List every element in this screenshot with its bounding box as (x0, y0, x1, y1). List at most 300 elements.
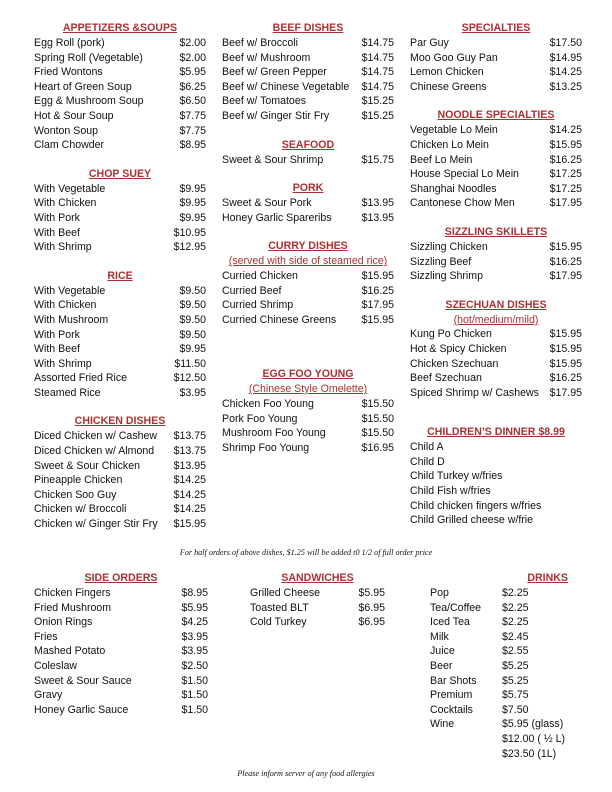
menu-item-price: $2.50 (181, 659, 208, 672)
menu-item (222, 80, 394, 95)
menu-item-price: $15.95 (173, 518, 206, 531)
menu-item (410, 123, 582, 138)
menu-item (430, 703, 588, 718)
menu-item-name: Premium (430, 689, 473, 702)
menu-item-name: Child Turkey w/fries (410, 470, 503, 483)
menu-item (410, 440, 582, 455)
menu-item (34, 124, 206, 139)
childrens-dinner-section (410, 425, 582, 528)
menu-item-price: $17.25 (549, 168, 582, 181)
menu-item-price: $9.95 (179, 197, 206, 210)
section-title: EGG FOO YOUNG (262, 368, 354, 381)
menu-item-name: Honey Garlic Sauce (34, 703, 129, 716)
menu-item (410, 240, 582, 255)
menu-item-price: $3.95 (179, 386, 206, 399)
menu-item (430, 615, 588, 630)
menu-item-name: Curried Chicken (222, 269, 298, 282)
menu-item (250, 586, 385, 601)
menu-item (34, 517, 206, 532)
section-title: PORK (292, 182, 324, 195)
menu-item-price: $15.95 (361, 313, 394, 326)
menu-item-name: Toasted BLT (250, 601, 309, 614)
section-title: SANDWICHES (281, 572, 354, 584)
menu-item (430, 674, 588, 689)
menu-item-name: Beef w/ Chinese Vegetable (222, 80, 350, 93)
menu-item-price: $13.25 (549, 80, 582, 93)
menu-item-name: Chicken Soo Guy (34, 488, 117, 501)
menu-item-name: With Pork (34, 328, 80, 341)
menu-item-name: Sweet & Sour Shrimp (222, 153, 324, 166)
menu-item-name: Sizzling Shrimp (410, 270, 484, 283)
menu-item (222, 51, 394, 66)
menu-item (250, 615, 385, 630)
menu-item-price: $8.95 (179, 139, 206, 152)
menu-item (34, 615, 208, 630)
menu-item-name: Hot & Spicy Chicken (410, 342, 507, 355)
menu-item-name: Grilled Cheese (250, 587, 321, 599)
menu-item-price: $15.95 (549, 357, 582, 370)
menu-item-name: Curried Chinese Greens (222, 313, 337, 326)
menu-item (410, 469, 582, 484)
menu-item-name: Cocktails (430, 703, 473, 716)
menu-item-price: $15.95 (361, 269, 394, 282)
menu-item-name: Mushroom Foo Young (222, 427, 326, 440)
menu-item-name: Beef Szechuan (410, 372, 482, 385)
menu-item-price: $2.55 (502, 645, 529, 658)
menu-item-price: $7.75 (179, 109, 206, 122)
menu-item-name: Diced Chicken w/ Almond (34, 445, 155, 458)
menu-item-price: $15.50 (361, 412, 394, 425)
menu-item (430, 659, 588, 674)
menu-item (410, 269, 582, 284)
menu-item-name: Chicken Fingers (34, 587, 111, 599)
menu-item-name: Child A (410, 441, 444, 454)
menu-item-name: Beef w/ Ginger Stir Fry (222, 109, 330, 122)
menu-item-name: Bar Shots (430, 674, 477, 687)
appetizers-section (34, 21, 206, 153)
section-title: SIZZLING SKILLETS (444, 225, 548, 238)
menu-item (34, 444, 206, 459)
menu-item-name: Milk (430, 630, 449, 643)
menu-item (34, 473, 206, 488)
menu-item (34, 211, 206, 226)
section-title: SEAFOOD (281, 138, 335, 151)
menu-item-price: $14.25 (173, 503, 206, 516)
menu-item (34, 429, 206, 444)
menu-item (430, 747, 588, 762)
menu-item (34, 586, 208, 601)
menu-item-price: $15.95 (549, 240, 582, 253)
menu-item-name: Child chicken fingers w/fries (410, 499, 542, 512)
menu-item-price: $8.95 (181, 587, 208, 599)
menu-item-name: Cantonese Chow Men (410, 197, 515, 210)
rice-section (34, 269, 206, 401)
menu-item-name: Honey Garlic Spareribs (222, 211, 332, 224)
menu-item-price: $2.25 (502, 587, 529, 599)
menu-item (222, 441, 394, 456)
section-subtitle: (hot/medium/mild) (453, 313, 539, 326)
menu-item-name: Moo Goo Guy Pan (410, 51, 498, 64)
curry-dishes-section (222, 239, 394, 327)
menu-item (410, 255, 582, 270)
menu-item-price: $16.25 (549, 153, 582, 166)
menu-item-price: $17.95 (549, 386, 582, 399)
menu-item-name: With Vegetable (34, 182, 106, 195)
menu-item-name: With Vegetable (34, 284, 106, 297)
menu-item-name: Chicken Foo Young (222, 397, 314, 410)
menu-item-price: $9.95 (179, 211, 206, 224)
sandwiches-column (250, 571, 385, 630)
seafood-section (222, 138, 394, 168)
menu-item-price: $6.95 (358, 616, 385, 629)
menu-item (410, 138, 582, 153)
menu-item-name: Iced Tea (430, 616, 470, 629)
menu-item-price: $9.50 (179, 313, 206, 326)
menu-item-price: $14.25 (173, 474, 206, 487)
menu-item-name: Beer (430, 659, 453, 672)
menu-item-price: $17.95 (549, 197, 582, 210)
menu-item-name: Curried Shrimp (222, 299, 294, 312)
menu-item-price: $9.95 (179, 182, 206, 195)
menu-item (222, 269, 394, 284)
menu-item-name: With Chicken (34, 197, 97, 210)
menu-item-name: Lemon Chicken (410, 66, 484, 79)
menu-item (410, 167, 582, 182)
menu-item (34, 196, 206, 211)
menu-item (34, 601, 208, 616)
menu-item (222, 109, 394, 124)
menu-item (410, 65, 582, 80)
side-orders-column (34, 571, 208, 717)
menu-item-price: $6.50 (179, 95, 206, 108)
chop-suey-section (34, 167, 206, 255)
menu-item-price: $15.95 (549, 342, 582, 355)
menu-item-price: $17.95 (549, 270, 582, 283)
menu-item-price: $5.75 (502, 689, 529, 702)
menu-item-price: $13.95 (361, 197, 394, 210)
menu-item-name: Beef w/ Mushroom (222, 51, 311, 64)
menu-item-name: With Beef (34, 343, 80, 356)
menu-item (34, 688, 208, 703)
menu-item-name: Chinese Greens (410, 80, 487, 93)
menu-item (410, 513, 582, 528)
menu-item-price: $3.95 (181, 645, 208, 658)
menu-item (410, 36, 582, 51)
menu-item-name: House Special Lo Mein (410, 168, 519, 181)
menu-item-price: $15.95 (549, 328, 582, 341)
menu-item (410, 455, 582, 470)
section-subtitle: (served with side of steamed rice) (228, 255, 388, 268)
menu-column-left (34, 21, 206, 532)
menu-item-name: Clam Chowder (34, 139, 105, 152)
menu-item-name: Beef w/ Broccoli (222, 37, 298, 49)
menu-item (430, 732, 588, 747)
menu-item (34, 488, 206, 503)
menu-item-name: Wine (430, 718, 455, 731)
sandwiches-section (250, 571, 385, 630)
menu-item (34, 138, 206, 153)
menu-item-price: $15.50 (361, 397, 394, 410)
sizzling-skillets-section (410, 225, 582, 284)
menu-item-price: $13.95 (173, 459, 206, 472)
menu-item-name: Fries (34, 630, 58, 643)
section-title: SIDE ORDERS (84, 572, 158, 584)
menu-item-price: $2.25 (502, 601, 529, 614)
menu-item-name: Chicken Lo Mein (410, 138, 489, 151)
menu-item-name: Par Guy (410, 37, 449, 49)
menu-item (430, 688, 588, 703)
menu-item-name: Egg & Mushroom Soup (34, 95, 144, 108)
menu-item-name: With Beef (34, 226, 80, 239)
menu-item-price: $13.75 (173, 445, 206, 458)
menu-item (222, 412, 394, 427)
menu-item (34, 109, 206, 124)
menu-item-name: Vegetable Lo Mein (410, 124, 498, 137)
menu-item (222, 397, 394, 412)
menu-item-price: $2.45 (502, 630, 529, 643)
menu-item-name: With Pork (34, 211, 80, 224)
menu-item (34, 459, 206, 474)
menu-item (34, 502, 206, 517)
menu-item (34, 328, 206, 343)
menu-item-name: Pineapple Chicken (34, 474, 123, 487)
menu-item-name: Spiced Shrimp w/ Cashews (410, 386, 539, 399)
menu-item-price: $14.75 (361, 51, 394, 64)
menu-item-name: Pork Foo Young (222, 412, 298, 425)
menu-item-name: Egg Roll (pork) (34, 37, 105, 49)
menu-item-name: Chicken w/ Ginger Stir Fry (34, 518, 158, 531)
menu-item (34, 36, 206, 51)
menu-item-name: Chicken w/ Broccoli (34, 503, 127, 516)
menu-item-name: Steamed Rice (34, 386, 101, 399)
menu-item (34, 182, 206, 197)
menu-item-name: Child D (410, 455, 445, 468)
menu-item-price: $17.95 (361, 299, 394, 312)
menu-item (430, 601, 588, 616)
menu-item (34, 298, 206, 313)
menu-item-price: $7.75 (179, 124, 206, 137)
menu-item-name: Fried Mushroom (34, 601, 112, 614)
section-title: SZECHUAN DISHES (445, 298, 547, 311)
menu-item (430, 717, 588, 732)
menu-item-name: Juice (430, 645, 455, 658)
menu-item-name: Chicken Szechuan (410, 357, 499, 370)
menu-item (34, 240, 206, 255)
allergy-note: Please inform server of any food allergies (237, 769, 375, 778)
menu-item-price: $23.50 (1L) (502, 747, 557, 760)
section-title: CHILDREN’S DINNER $8.99 (427, 426, 565, 439)
menu-item-price: $14.25 (549, 66, 582, 79)
menu-item (410, 196, 582, 211)
menu-item (34, 284, 206, 299)
menu-item-name: Sizzling Chicken (410, 240, 488, 253)
menu-item-name: Child Fish w/fries (410, 485, 491, 498)
menu-item-price: $16.95 (361, 441, 394, 454)
egg-foo-young-section (222, 367, 394, 455)
menu-item-price: $15.95 (549, 138, 582, 151)
menu-item-name: Diced Chicken w/ Cashew (34, 430, 158, 443)
menu-item (34, 386, 206, 401)
menu-item (34, 703, 208, 718)
half-order-note: For half orders of above dishes, $1.25 will be added t0 1/2 of full order price (179, 548, 433, 557)
menu-item-name: Shrimp Foo Young (222, 441, 310, 454)
menu-item-price: $14.75 (361, 66, 394, 79)
szechuan-dishes-section (410, 298, 582, 401)
menu-item-price: $5.25 (502, 659, 529, 672)
menu-item-name: Assorted Fried Rice (34, 372, 128, 385)
menu-item (34, 65, 206, 80)
menu-item-name: Sweet & Sour Sauce (34, 674, 132, 687)
section-title: CHOP SUEY (88, 167, 152, 180)
menu-item-name: With Shrimp (34, 357, 92, 370)
side-orders-section (34, 571, 208, 717)
menu-item (430, 586, 588, 601)
menu-item-name: Wonton Soup (34, 124, 99, 137)
menu-item-price: $11.50 (174, 357, 206, 370)
menu-item-price: $2.25 (502, 616, 529, 629)
menu-item-name: Spring Roll (Vegetable) (34, 51, 143, 64)
menu-item (34, 644, 208, 659)
menu-item (34, 313, 206, 328)
menu-item (410, 327, 582, 342)
menu-item-name: Beef w/ Tomatoes (222, 95, 307, 108)
menu-item-price: $9.50 (179, 284, 206, 297)
menu-item-name: Coleslaw (34, 659, 77, 672)
menu-item-price: $5.95 (179, 66, 206, 79)
menu-item-price: $7.50 (502, 703, 529, 716)
menu-item-name: Sizzling Beef (410, 255, 472, 268)
menu-column-right (410, 21, 582, 528)
menu-item (410, 484, 582, 499)
menu-item-price: $9.50 (179, 328, 206, 341)
menu-item-price: $14.25 (549, 124, 582, 137)
menu-item (410, 342, 582, 357)
menu-item (222, 36, 394, 51)
menu-item (410, 80, 582, 95)
menu-item-price: $15.25 (361, 109, 394, 122)
menu-item (34, 94, 206, 109)
menu-item-price: $14.75 (361, 80, 394, 93)
menu-item-name: Cold Turkey (250, 616, 307, 629)
menu-item-name: Tea/Coffee (430, 601, 482, 614)
menu-item (430, 644, 588, 659)
menu-item-price: $12.95 (173, 241, 206, 254)
menu-item-price: $13.75 (173, 430, 206, 443)
menu-item-name: Gravy (34, 689, 63, 702)
menu-item-name: With Mushroom (34, 313, 109, 326)
menu-item-price: $3.95 (181, 630, 208, 643)
menu-item (222, 196, 394, 211)
menu-item-price: $15.25 (361, 95, 394, 108)
menu-item-name: Fried Wontons (34, 66, 103, 79)
section-title: CURRY DISHES (268, 240, 348, 253)
section-title: BEEF DISHES (272, 22, 344, 34)
menu-column-middle (222, 21, 394, 455)
menu-item (34, 80, 206, 95)
menu-item-price: $14.95 (549, 51, 582, 64)
menu-item (222, 65, 394, 80)
menu-item (222, 298, 394, 313)
menu-item-price: $4.25 (181, 616, 208, 629)
menu-item-price: $5.25 (502, 674, 529, 687)
menu-item-price: $1.50 (181, 674, 208, 687)
menu-item-price: $15.75 (361, 153, 394, 166)
menu-item-price: $6.95 (358, 601, 385, 614)
menu-item-price: $2.00 (179, 51, 206, 64)
menu-item-name: Hot & Sour Soup (34, 109, 114, 122)
menu-item-price: $9.95 (179, 343, 206, 356)
menu-item-price: $13.95 (361, 211, 394, 224)
menu-item (410, 357, 582, 372)
menu-item-price: $5.95 (glass) (502, 718, 564, 731)
menu-item-price: $14.25 (173, 488, 206, 501)
drinks-column (430, 571, 588, 761)
menu-item-price: $17.50 (549, 37, 582, 49)
menu-item-price: $16.25 (361, 284, 394, 297)
section-title: DRINKS (527, 572, 568, 584)
menu-item-price: $16.25 (549, 255, 582, 268)
menu-item-name: Kung Po Chicken (410, 328, 492, 341)
menu-item-price: $6.25 (179, 80, 206, 93)
menu-item-name: Beef Lo Mein (410, 153, 473, 166)
menu-item-name: Onion Rings (34, 616, 93, 629)
menu-item (34, 51, 206, 66)
beef-dishes-section (222, 21, 394, 124)
section-title: CHICKEN DISHES (74, 415, 166, 428)
menu-item-name: With Shrimp (34, 241, 92, 254)
menu-item (222, 211, 394, 226)
menu-item (222, 94, 394, 109)
menu-item-price: $14.75 (361, 37, 394, 49)
section-title: APPETIZERS &SOUPS (62, 22, 178, 34)
menu-item-price: $5.95 (358, 587, 385, 599)
pork-section (222, 181, 394, 225)
menu-item (34, 357, 206, 372)
menu-item-price: $1.50 (181, 689, 208, 702)
menu-item-name: Pop (430, 587, 449, 599)
menu-item-price: $16.25 (549, 372, 582, 385)
menu-item (410, 51, 582, 66)
menu-item (34, 342, 206, 357)
menu-item (410, 371, 582, 386)
menu-item (34, 630, 208, 645)
section-subtitle: (Chinese Style Omelette) (248, 383, 368, 396)
menu-item-name: Sweet & Sour Pork (222, 197, 312, 210)
menu-item-price: $5.95 (181, 601, 208, 614)
menu-item-name: Child Grilled cheese w/frie (410, 514, 534, 527)
menu-item (430, 630, 588, 645)
menu-item-price: $17.25 (549, 182, 582, 195)
menu-item-price: $9.50 (179, 299, 206, 312)
menu-item-price: $12.00 ( ½ L) (502, 732, 566, 745)
menu-item-name: Curried Beef (222, 284, 282, 297)
menu-item (410, 182, 582, 197)
menu-item (34, 226, 206, 241)
section-title: RICE (107, 269, 133, 282)
menu-item (34, 659, 208, 674)
menu-item-price: $2.00 (179, 37, 206, 49)
specialties-section (410, 21, 582, 94)
menu-item-name: Beef w/ Green Pepper (222, 66, 327, 79)
noodle-specialties-section (410, 108, 582, 211)
section-title: NOODLE SPECIALTIES (437, 109, 555, 122)
menu-item (34, 371, 206, 386)
menu-item-price: $1.50 (181, 703, 208, 716)
menu-item (222, 284, 394, 299)
menu-item (222, 313, 394, 328)
menu-item-name: Heart of Green Soup (34, 80, 132, 93)
menu-item-name: Mashed Potato (34, 645, 106, 658)
